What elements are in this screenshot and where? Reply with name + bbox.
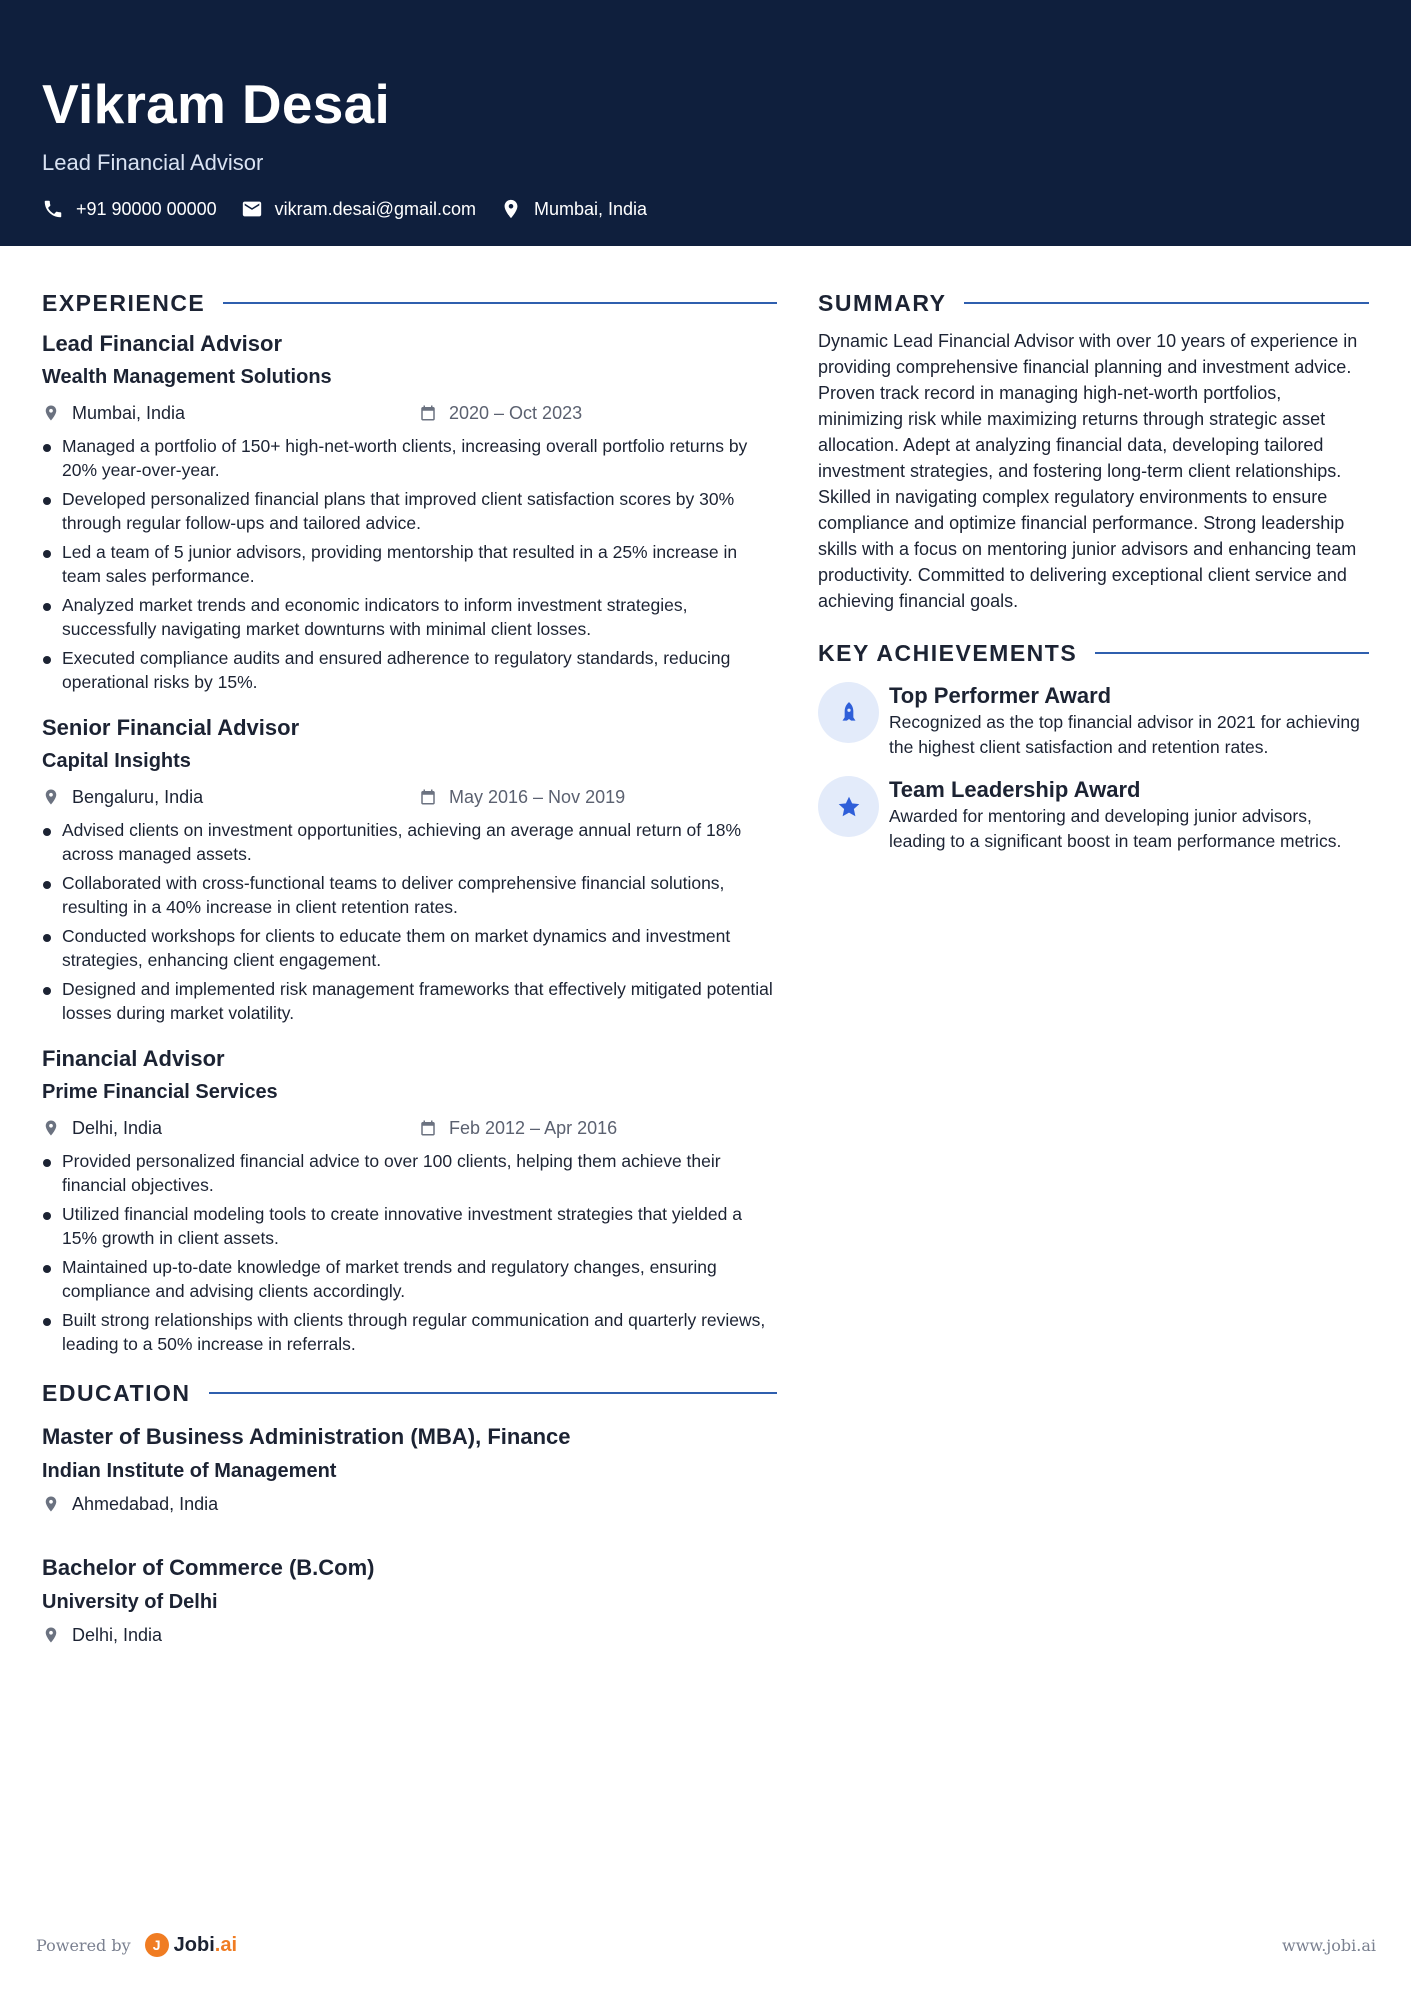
location-pin-icon: [42, 788, 60, 806]
powered-by-label: Powered by: [36, 1935, 131, 1955]
education-location-text: Ahmedabad, India: [72, 1493, 219, 1514]
bullet-item: Analyzed market trends and economic indicators to inform investment strategies, successfully navigating market downturns with minimal client losses.: [42, 593, 777, 641]
achievements-section: [818, 638, 1369, 854]
calendar-icon: [419, 404, 437, 422]
bullet-item: Provided personalized financial advice to over 100 clients, helping them achieve their financial objectives.: [42, 1149, 777, 1197]
job-dates-text: Feb 2012 – Apr 2016: [449, 1117, 618, 1138]
achievements-heading: [818, 638, 1369, 668]
location-pin-icon: [42, 1119, 60, 1137]
achievement-title: Team Leadership Award: [889, 777, 1141, 802]
bullet-item: Collaborated with cross-functional teams to deliver comprehensive financial solutions, resulting in a 40% increase in client retention rates.: [42, 871, 777, 919]
jobi-logo[interactable]: [145, 1933, 237, 1957]
website-link[interactable]: www.jobi.ai: [1282, 1935, 1376, 1955]
achievement-item: [818, 776, 1369, 854]
section-title: EXPERIENCE: [42, 289, 206, 316]
phone-text: +91 90000 00000: [76, 198, 217, 219]
job-dates: [419, 403, 582, 424]
education-location: [42, 1494, 419, 1515]
section-title: EDUCATION: [42, 1379, 191, 1406]
bullet-item: Executed compliance audits and ensured adherence to regulatory standards, reducing operational risks by 15%.: [42, 646, 777, 694]
company-name: Capital Insights: [42, 750, 191, 772]
education-meta: [42, 1622, 777, 1648]
job-title: Financial Advisor: [42, 1046, 225, 1071]
section-divider: [223, 302, 777, 304]
job-meta: [42, 1115, 777, 1141]
company-name: Wealth Management Solutions: [42, 366, 332, 388]
section-divider: [964, 302, 1369, 304]
contact-location: [500, 198, 647, 220]
email-text: vikram.desai@gmail.com: [274, 198, 476, 219]
degree-name: Bachelor of Commerce (B.Com): [42, 1555, 375, 1580]
job-meta: [42, 784, 777, 810]
education-entry: [42, 1422, 777, 1517]
section-divider: [209, 1392, 777, 1394]
location-pin-icon: [42, 404, 60, 422]
experience-heading: [42, 288, 777, 318]
summary-text: Dynamic Lead Financial Advisor with over 10 years of experience in providing comprehensive financial planning and investment advice. Proven track record in managing high-net-worth portfolios, minimizing risk while maximizing returns through strategic asset allocation. Adept at analyzing financial data, developing tailored investment strategies, and fostering long-term client relationships. Skilled in navigating complex regulatory environments to ensure compliance and optimize financial performance. Strong leadership skills with a focus on mentoring junior advisors and enhancing team productivity. Committed to delivering exceptional client service and achieving financial goals.: [818, 331, 1358, 611]
logo-name: Jobi: [173, 1933, 215, 1956]
achievement-list: [818, 682, 1369, 854]
job-entry: [42, 330, 777, 694]
school-name: Indian Institute of Management: [42, 1460, 337, 1482]
jobi-logo-icon: J: [145, 1933, 169, 1957]
degree-name: Master of Business Administration (MBA), Finance: [42, 1424, 571, 1449]
section-divider: [1095, 652, 1369, 654]
job-location: [42, 403, 419, 424]
star-icon: [836, 794, 862, 820]
jobi-logo-text: [174, 1934, 237, 1957]
education-entry: [42, 1553, 777, 1648]
page-footer: [36, 1930, 1376, 1960]
bullet-item: Advised clients on investment opportunities, achieving an average annual return of 18% across managed assets.: [42, 818, 777, 866]
location-pin-icon: [42, 1495, 60, 1513]
summary-heading: [818, 288, 1369, 318]
job-location-text: Delhi, India: [72, 1117, 163, 1138]
location-text: Mumbai, India: [533, 198, 648, 219]
bullet-item: Led a team of 5 junior advisors, providing mentorship that resulted in a 25% increase in team sales performance.: [42, 540, 777, 588]
job-location: [42, 1118, 419, 1139]
achievement-description: Recognized as the top financial advisor in 2021 for achieving the highest client satisfaction and retention rates.: [889, 712, 1360, 757]
section-title: SUMMARY: [818, 289, 947, 316]
calendar-icon: [419, 788, 437, 806]
bullet-item: Built strong relationships with clients through regular communication and quarterly reviews, leading to a 50% increase in referrals.: [42, 1308, 777, 1356]
job-bullets: [42, 434, 777, 694]
candidate-name: Vikram Desai: [42, 73, 391, 135]
job-entry: [42, 1045, 777, 1356]
contact-row: [42, 198, 1369, 220]
education-location: [42, 1625, 419, 1646]
bullet-item: Conducted workshops for clients to educate them on market dynamics and investment strategies, enhancing client engagement.: [42, 924, 777, 972]
bullet-item: Designed and implemented risk management frameworks that effectively mitigated potential losses during market volatility.: [42, 977, 777, 1025]
education-heading: [42, 1378, 777, 1408]
achievement-item: [818, 682, 1369, 760]
phone-icon: [42, 198, 64, 220]
achievement-body: [889, 776, 1369, 854]
achievement-badge: [818, 776, 879, 837]
contact-email[interactable]: [241, 198, 476, 220]
location-pin-icon: [42, 1626, 60, 1644]
job-meta: [42, 400, 777, 426]
job-dates-text: May 2016 – Nov 2019: [449, 786, 626, 807]
bullet-item: Developed personalized financial plans that improved client satisfaction scores by 30% through regular follow-ups and tailored advice.: [42, 487, 777, 535]
job-bullets: [42, 1149, 777, 1356]
education-section: [42, 1378, 777, 1648]
right-column: [818, 288, 1369, 854]
candidate-title: Lead Financial Advisor: [42, 150, 264, 175]
logo-suffix: .ai: [214, 1933, 238, 1956]
education-meta: [42, 1491, 777, 1517]
job-location-text: Bengaluru, India: [72, 786, 204, 807]
location-pin-icon: [500, 198, 522, 220]
section-title: KEY ACHIEVEMENTS: [818, 639, 1078, 666]
job-dates: [419, 787, 625, 808]
school-name: University of Delhi: [42, 1591, 218, 1613]
achievement-badge: [818, 682, 879, 743]
bullet-item: Managed a portfolio of 150+ high-net-worth clients, increasing overall portfolio returns by 20% year-over-year.: [42, 434, 777, 482]
rocket-icon: [836, 700, 862, 726]
education-location-text: Delhi, India: [72, 1624, 163, 1645]
achievement-title: Top Performer Award: [889, 683, 1112, 708]
job-dates-text: 2020 – Oct 2023: [449, 402, 583, 423]
calendar-icon: [419, 1119, 437, 1137]
resume-header: [0, 0, 1411, 246]
job-title: Lead Financial Advisor: [42, 331, 283, 356]
achievement-description: Awarded for mentoring and developing junior advisors, leading to a significant boost in team performance metrics.: [889, 806, 1342, 851]
bullet-item: Utilized financial modeling tools to create innovative investment strategies that yielded a 15% growth in client assets.: [42, 1202, 777, 1250]
left-column: [42, 288, 777, 1648]
job-location-text: Mumbai, India: [72, 402, 186, 423]
company-name: Prime Financial Services: [42, 1081, 278, 1103]
job-entry: [42, 714, 777, 1025]
job-dates: [419, 1118, 617, 1139]
achievement-body: [889, 682, 1369, 760]
contact-phone[interactable]: [42, 198, 217, 220]
summary-section: [818, 288, 1369, 614]
experience-section: [42, 288, 777, 1356]
mail-icon: [241, 198, 263, 220]
job-title: Senior Financial Advisor: [42, 715, 300, 740]
job-location: [42, 787, 419, 808]
job-bullets: [42, 818, 777, 1025]
bullet-item: Maintained up-to-date knowledge of market trends and regulatory changes, ensuring compliance and advising clients accordingly.: [42, 1255, 777, 1303]
powered-by: [36, 1933, 237, 1957]
